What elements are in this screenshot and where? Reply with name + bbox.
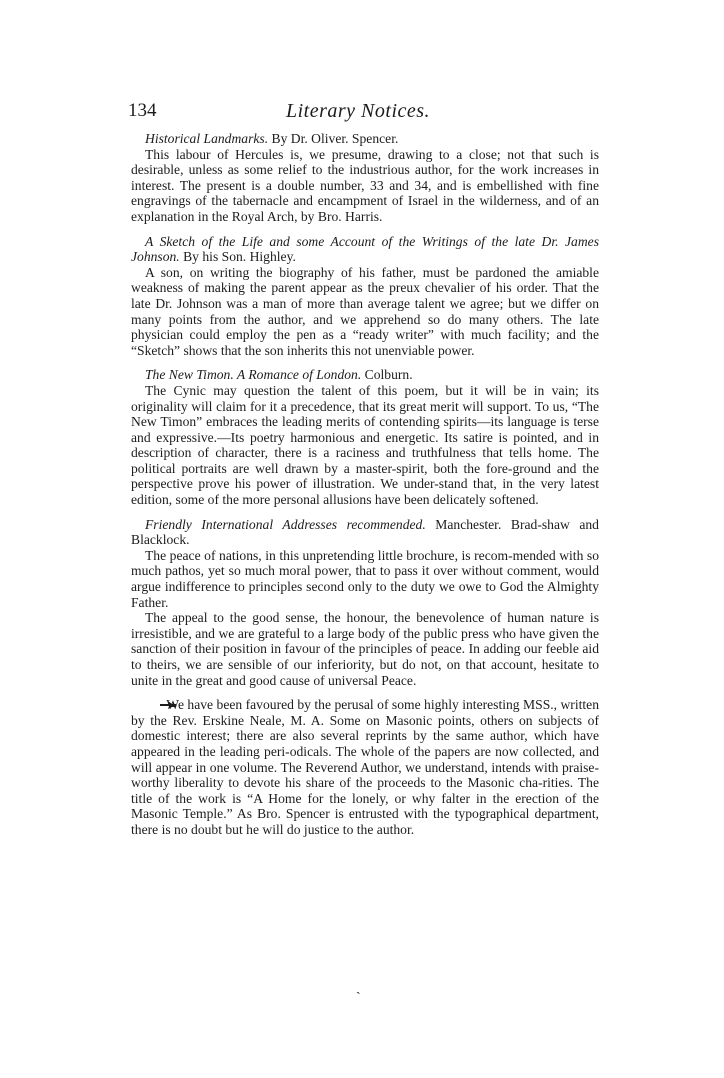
notice-title-line (131, 517, 599, 548)
pointing-hand-icon (145, 698, 163, 708)
book-title: Friendly International Addresses recommended. (145, 516, 426, 532)
notice-title-line (131, 234, 599, 265)
review-paragraph: The Cynic may question the talent of this poem, but it will be in vain; its originality will claim for it a precedence, that its great merit will support. To us, “The New Timon” embraces the leading merits of contending spirits—its language is terse and expressive.—Its poetry harmonious and energetic. Its satire is pointed, and in description of character, there is a raciness and truthfulness that tells home. The political portraits are well drawn by a master-spirit, both the fore-ground and the perspective prove his power of illustration. We under-stand that, in the very latest edition, some of the more personal allusions have been delicately softened. (131, 382, 599, 508)
review-paragraph: This labour of Hercules is, we presume, drawing to a close; not that such is desirable, unless as some relief to the industrious author, for the work increases in interest. The present is a double number, 33 and 34, and is embellished with fine engravings of the tabernacle and encampment of Israel in the wilderness, and of an explanation in the Royal Arch, by Bro. Harris. (131, 146, 599, 224)
notice-new-timon (131, 367, 599, 507)
announcement-paragraph (131, 697, 599, 837)
book-author-publisher: Manchester. Brad-shaw and Blacklock. (131, 516, 599, 548)
book-author-publisher: By Dr. Oliver. Spencer. (268, 131, 399, 146)
book-title: Historical Landmarks. (145, 131, 269, 146)
page-content (131, 131, 599, 847)
notice-title-line (131, 131, 599, 147)
review-paragraph: A son, on writing the biography of his father, must be pardoned the amiable weakness of making the parent appear as the preux chevalier of his order. That the late Dr. Johnson was a man of more than average talent we agree; but we differ on many points from the author, and we apprehend so do many others. The late physician could employ the pen as a “ready writer” with much facility; and the “Sketch” shows that the son inherits this not unenviable power. (131, 264, 599, 358)
book-title: The New Timon. A Romance of London. (145, 367, 362, 383)
page-header (128, 100, 598, 130)
notice-erskine-neale (131, 697, 599, 837)
notice-friendly-addresses (131, 517, 599, 689)
book-title: A Sketch of the Life and some Account of the Writings of the late Dr. James Johnson. (131, 233, 599, 265)
announcement-text: We have been favoured by the perusal of some highly interesting MSS., written by the Rev. Erskine Neale, M. A. Some on Masonic points, others on subjects of domestic interest; there are also several reprints by the same author, which have appeared in the leading peri-odicals. The whole of the papers are now collected, and will appear in one volume. The Reverend Author, we understand, intends with praise-worthy liberality to devote his share of the proceeds to the Masonic cha-rities. The title of the work is “A Home for the lonely, or why falter in the erection of the Masonic Temple.” As Bro. Spencer is entrusted with the typographical department, there is no doubt but he will do justice to the author. (131, 697, 599, 837)
review-paragraph: The appeal to the good sense, the honour, the benevolence of human nature is irresistible, and we are grateful to a large body of the public press who have given the sanction of their position in favour of the principles of peace. In adding our feeble aid to theirs, we are sensible of our inferiority, but do not, on that account, hesitate to unite in the great and good cause of universal Peace. (131, 610, 599, 688)
book-author-publisher: By his Son. Highley. (179, 249, 296, 265)
notice-title-line (131, 367, 599, 383)
book-author-publisher: Colburn. (361, 367, 413, 383)
running-title: Literary Notices. (286, 100, 431, 122)
notice-sketch-life-johnson (131, 234, 599, 359)
review-paragraph: The peace of nations, in this unpretending little brochure, is recom-mended with so much pathos, yet so much moral power, that to pass it over without comment, would argue indifference to principles second only to the duty we owe to God the Almighty Father. (131, 547, 599, 610)
footer-mark: ˏ (356, 980, 361, 995)
page-number: 134 (128, 100, 157, 121)
notice-historical-landmarks (131, 131, 599, 225)
